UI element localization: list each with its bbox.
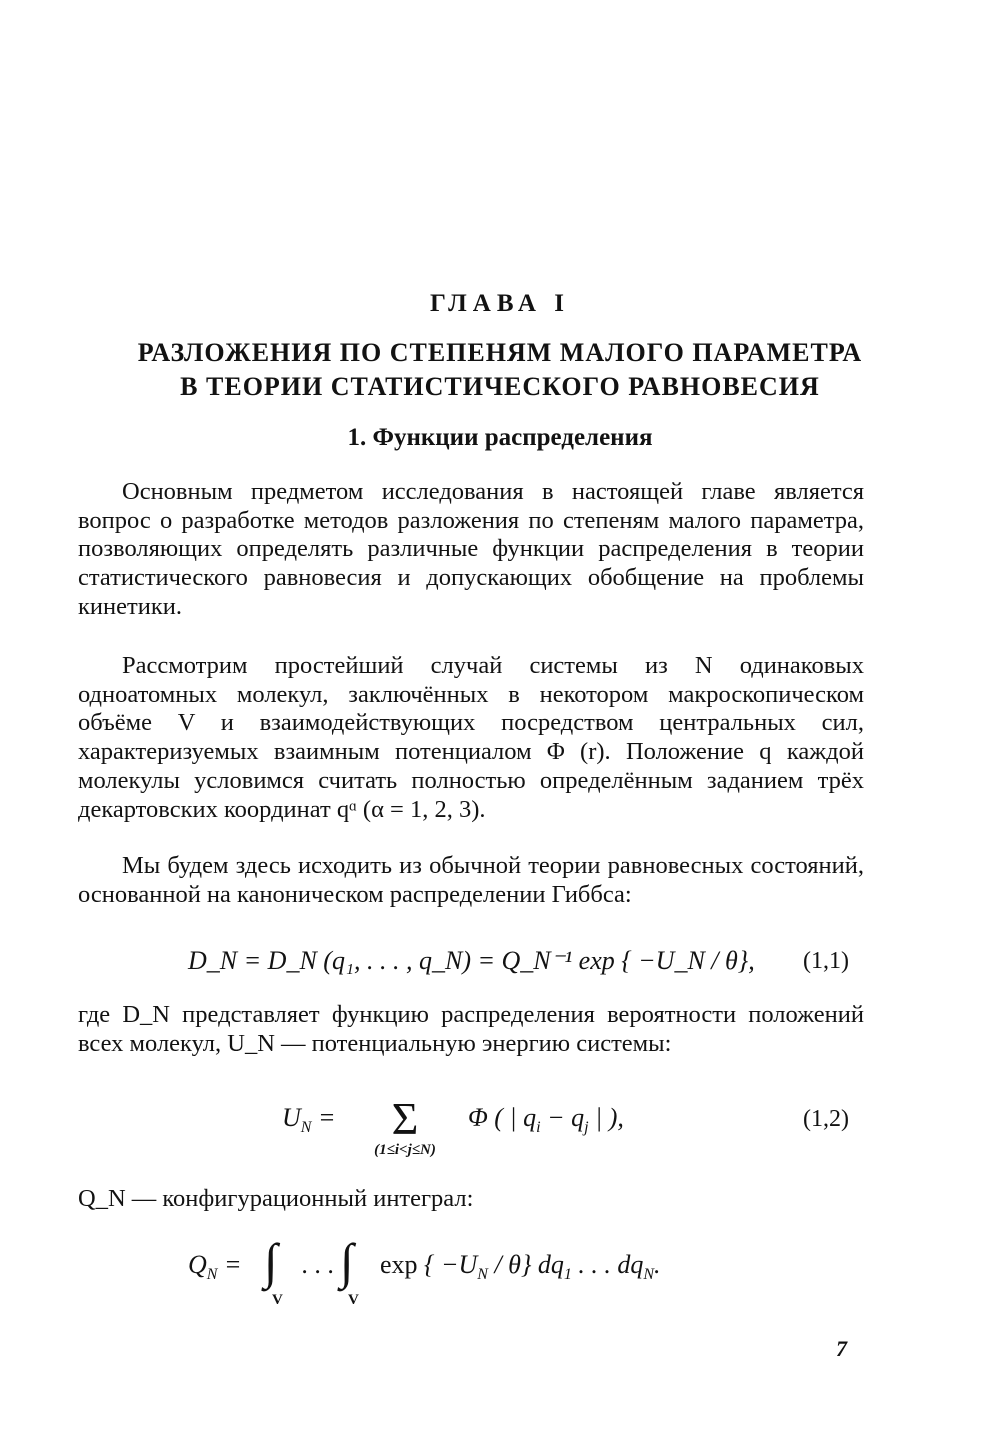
- paragraph-4: где D_N представляет функцию распределения вероятности положений всех молекул, U_N — потенциальную энергию системы:: [78, 1001, 864, 1057]
- chapter-title-line-1: РАЗЛОЖЕНИЯ ПО СТЕПЕНЯМ МАЛОГО ПАРАМЕТРА: [137, 338, 863, 367]
- equation-1-2-rhs: Φ ( | $q_i - q_j$ | ),: [468, 1103, 624, 1137]
- paragraph-2: Рассмотрим простейший случай системы из N одинаковых одноатомных молекул, заключённых в некотором макроскопическом объёме V и взаимодействующих посредством центральных сил, характеризуемых взаимным потенциалом Φ (r). Положение q каждой молекулы условимся считать полностью определённым заданием трёх декартовских координат qᵅ (α = 1, 2, 3).: [78, 652, 864, 823]
- integral-domain-1: V: [272, 1292, 283, 1308]
- integral-symbol-2: ∫: [340, 1233, 354, 1289]
- equation-3-rhs: exp { $-U_N / \theta$} $dq_1$ . . . $dq_N$.: [380, 1250, 661, 1284]
- integral-domain-2: V: [348, 1292, 359, 1308]
- section-heading: 1. Функции распределения: [347, 424, 653, 451]
- equation-3-lhs: $Q_N$ =: [188, 1250, 242, 1284]
- equation-1-1: D_N = D_N (q₁, . . . , q_N) = Q_N⁻¹ exp { −U_N / θ},: [188, 946, 755, 975]
- sum-operator: [350, 1093, 460, 1159]
- sum-limits: (1≤i<j≤N): [374, 1142, 436, 1158]
- equation-number-1-1: (1,1): [803, 948, 849, 974]
- integral-symbol-1: ∫: [264, 1233, 278, 1289]
- equation-1-2-lhs: $U_N$ =: [282, 1103, 336, 1137]
- configurational-integral-label: Q_N — конфигурационный интеграл:: [78, 1185, 474, 1212]
- paragraph-1: Основным предметом исследования в настоящей главе является вопрос о разработке методов разложения по степеням малого параметра, позволяющих определять различные функции распределения в теории статистического равновесия и допускающих обобщение на проблемы кинетики.: [78, 478, 864, 620]
- equation-3-dots: . . .: [302, 1250, 335, 1279]
- paragraph-3: Мы будем здесь исходить из обычной теории равновесных состояний, основанной на каноническом распределении Гиббса:: [78, 852, 864, 908]
- page-number: 7: [836, 1336, 847, 1361]
- sigma-symbol: Σ: [391, 1093, 419, 1144]
- chapter-title-line-2: В ТЕОРИИ СТАТИСТИЧЕСКОГО РАВНОВЕСИЯ: [180, 372, 820, 401]
- equation-number-1-2: (1,2): [803, 1106, 849, 1132]
- chapter-heading: ГЛАВА I: [430, 290, 570, 317]
